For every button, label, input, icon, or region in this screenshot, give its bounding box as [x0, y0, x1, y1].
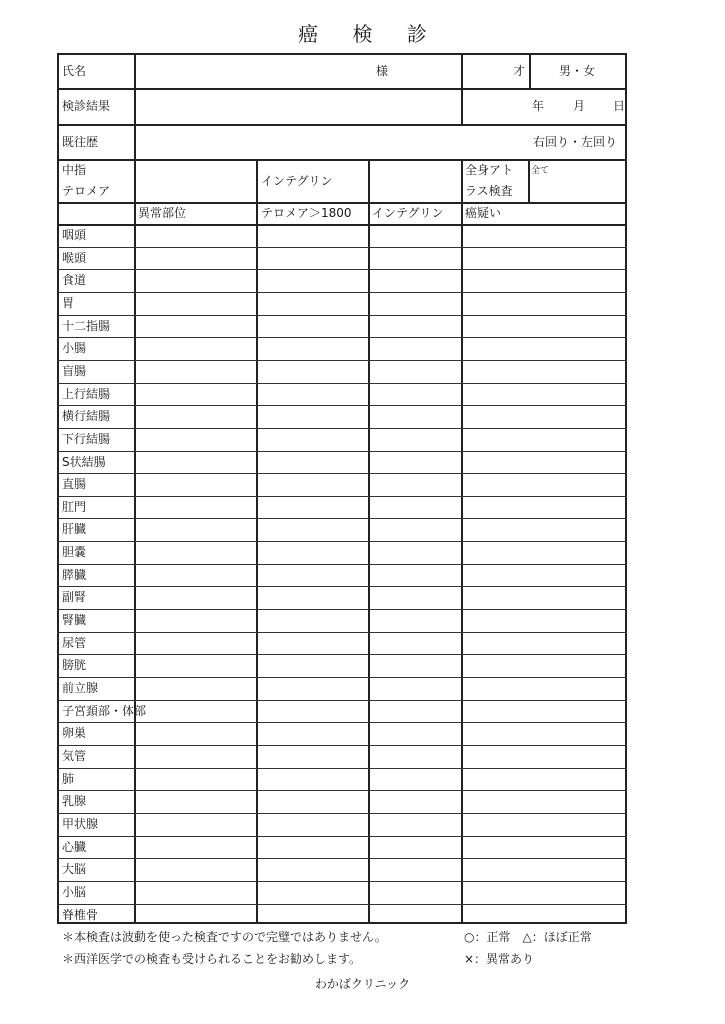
table-row-divider — [57, 405, 627, 406]
row-divider — [57, 124, 627, 126]
organ-label: 十二指腸 — [62, 318, 111, 333]
result-label: 検診結果 — [62, 99, 111, 113]
table-row-divider — [57, 496, 627, 497]
atlas-label-line2: ラス検査 — [465, 184, 513, 198]
page-title: 癌 検 診 — [298, 22, 441, 46]
col-header-cancer-suspect: 癌疑い — [465, 206, 502, 220]
organ-label: 上行結腸 — [62, 386, 111, 401]
col-divider — [134, 53, 136, 755]
organ-label: 咽頭 — [62, 228, 87, 242]
telomere-label-line2: テロメア — [62, 184, 111, 198]
table-row-divider — [57, 292, 627, 293]
organ-label: 副腎 — [62, 590, 87, 605]
note-line2: ＊西洋医学での検査も受けられることをお勧めします。 — [62, 952, 362, 966]
table-row-divider — [57, 586, 627, 587]
organ-label: 胃 — [62, 295, 75, 310]
organ-label: 膀胱 — [62, 658, 87, 673]
all-label: 全て — [531, 166, 550, 176]
table-row-divider — [57, 700, 627, 701]
organ-label: 横行結腸 — [62, 409, 111, 424]
table-row-divider — [57, 654, 627, 655]
col-header-abnormal-site: 異常部位 — [138, 206, 187, 220]
organ-label: 喉頭 — [62, 250, 87, 265]
organ-label: 肺 — [62, 771, 75, 786]
organ-label: 前立腺 — [62, 681, 99, 695]
name-label: 氏名 — [62, 64, 87, 78]
organ-label: 甲状腺 — [62, 816, 99, 831]
clinic-name: わかばクリニック — [314, 977, 411, 991]
table-row-divider — [57, 609, 627, 610]
organ-label: 盲腸 — [62, 363, 87, 378]
table-row-divider — [57, 247, 627, 248]
table-row-divider — [57, 881, 627, 882]
telomere-label-line1: 中指 — [62, 163, 87, 177]
organ-label: 乳腺 — [62, 794, 87, 809]
table-row-divider — [57, 745, 627, 746]
table-row-divider — [57, 813, 627, 814]
month-label: 月 — [573, 99, 586, 113]
handedness-label: 右回り・左回り — [533, 135, 618, 149]
col-header-telomere: テロメア＞1800 — [261, 206, 352, 220]
table-row-divider — [57, 360, 627, 361]
age-unit-label: 才 — [513, 64, 526, 78]
row-divider — [57, 224, 627, 226]
organ-label: 子宮頚部・体部 — [62, 703, 147, 718]
organ-label: 心臓 — [62, 839, 87, 854]
table-row-divider — [57, 632, 627, 633]
atlas-label-line1: 全身アト — [465, 163, 514, 177]
row-divider — [57, 159, 627, 161]
day-label: 日 — [613, 99, 626, 113]
honorific-label: 様 — [376, 64, 389, 78]
table-row-divider — [57, 722, 627, 723]
col-divider — [134, 718, 136, 924]
legend-line1: ○：正常 △：ほぼ正常 — [464, 930, 592, 944]
table-row-divider — [57, 904, 627, 905]
col-divider — [461, 53, 463, 124]
organ-label: 腎臓 — [62, 613, 87, 628]
sex-label: 男・女 — [559, 64, 596, 78]
table-row-divider — [57, 677, 627, 678]
organ-label: 大脳 — [62, 862, 87, 877]
row-divider — [57, 88, 627, 90]
table-row-divider — [57, 518, 627, 519]
table-row-divider — [57, 315, 627, 316]
exam-form-frame — [57, 53, 627, 924]
table-row-divider — [57, 269, 627, 270]
organ-label: 尿管 — [62, 635, 87, 650]
table-row-divider — [57, 428, 627, 429]
table-row-divider — [57, 858, 627, 859]
col-divider — [528, 159, 530, 202]
table-row-divider — [57, 836, 627, 837]
table-row-divider — [57, 564, 627, 565]
table-row-divider — [57, 451, 627, 452]
table-row-divider — [57, 473, 627, 474]
table-row-divider — [57, 337, 627, 338]
integrin-label: インテグリン — [261, 174, 333, 188]
organ-label: 肝臓 — [62, 522, 87, 537]
organ-label: 胆嚢 — [62, 545, 87, 560]
row-divider — [57, 202, 627, 204]
organ-label: 気管 — [62, 748, 87, 763]
legend-line2: ×：異常あり — [464, 952, 535, 966]
table-row-divider — [57, 541, 627, 542]
col-divider — [529, 53, 531, 88]
note-line1: ＊本検査は波動を使った検査ですので完璧ではありません。 — [62, 930, 387, 944]
organ-label: 下行結腸 — [62, 431, 111, 446]
organ-label: 肛門 — [62, 499, 87, 514]
organ-label: 食道 — [62, 273, 87, 288]
col-header-integrin: インテグリン — [372, 206, 444, 220]
history-label: 既往歴 — [62, 135, 99, 149]
table-row-divider — [57, 383, 627, 384]
organ-label: 直腸 — [62, 477, 87, 492]
organ-label: 脊椎骨 — [62, 907, 99, 922]
organ-label: 膵臓 — [62, 567, 87, 582]
organ-label: 卵巣 — [62, 726, 87, 741]
organ-label: S状結腸 — [62, 454, 106, 469]
table-row-divider — [57, 768, 627, 769]
organ-label: 小脳 — [62, 884, 87, 899]
year-label: 年 — [532, 99, 545, 113]
table-row-divider — [57, 790, 627, 791]
organ-label: 小腸 — [62, 341, 87, 356]
